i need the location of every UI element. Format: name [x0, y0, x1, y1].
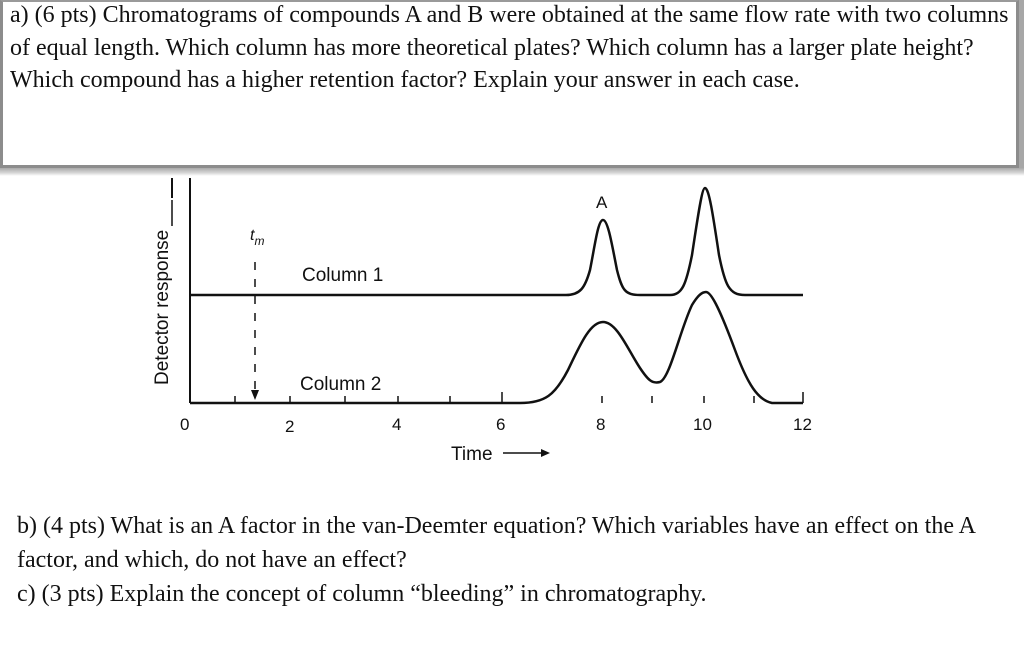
tm-label: $t_m$ [250, 227, 265, 248]
tick-label-6: 6 [496, 415, 506, 434]
question-a-text: a) (6 pts) Chromatograms of compounds A and B were obtained at the same flow rate with two columns of equal length. Which column has more theoretical plates? Which column has a larger plate height? Which compound has a higher retention factor? Explain your answer in each case. [10, 2, 1009, 93]
peak-a-label: A [596, 193, 608, 212]
tick-label-12: 12 [793, 415, 812, 434]
column2-trace [190, 292, 803, 403]
questions-bc [17, 509, 1007, 611]
time-arrowhead [541, 449, 550, 457]
tick-label-2: 2 [285, 417, 295, 436]
question-b-text: b) (4 pts) What is an A factor in the van-Deemter equation? Which variables have an effect on the A factor, and which, do not have an effect? [17, 513, 975, 573]
column1-trace [190, 188, 803, 295]
tick-label-0: 0 [180, 415, 190, 434]
question-c-text: c) (3 pts) Explain the concept of column “bleeding” in chromatography. [17, 581, 707, 607]
column1-label: Column 1 [302, 265, 384, 286]
x-axis-label: Time [451, 444, 493, 465]
tm-arrowhead [251, 390, 259, 400]
tick-label-10: 10 [693, 415, 712, 434]
column2-label: Column 2 [300, 374, 382, 395]
tick-label-4: 4 [392, 415, 402, 434]
y-axis-label: Detector response [152, 229, 173, 385]
tick-label-8: 8 [596, 415, 606, 434]
